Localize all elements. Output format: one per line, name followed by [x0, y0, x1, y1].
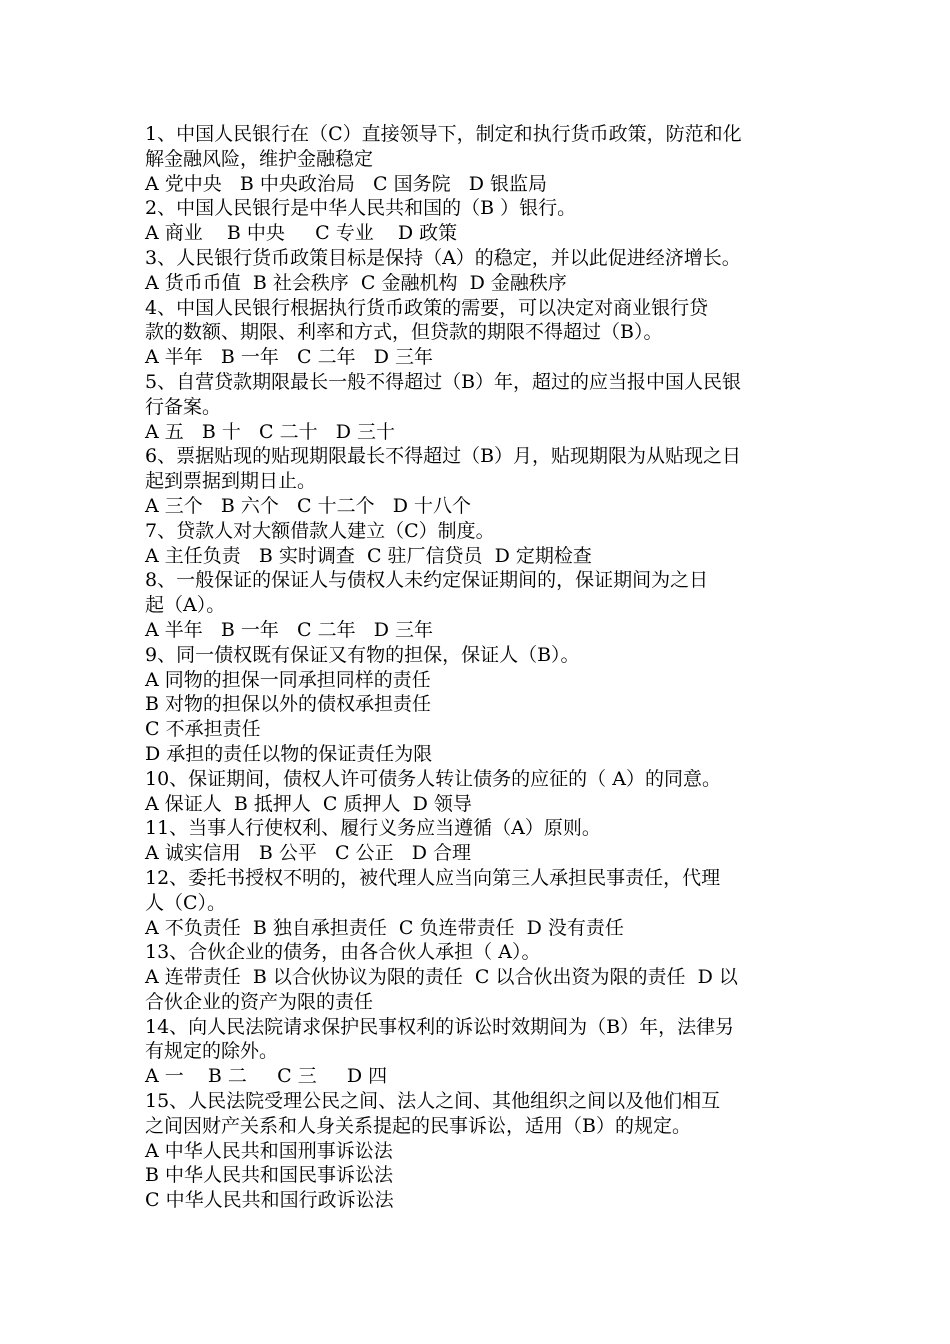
text-line: C 不承担责任 [145, 718, 261, 741]
text-line: 起到票据到期日止。 [145, 470, 317, 493]
text-line: A 一 B 二 C 三 D 四 [145, 1065, 388, 1088]
document-page [145, 122, 825, 1213]
text-line: A 不负责任 B 独自承担责任 C 负连带责任 D 没有责任 [145, 916, 624, 939]
text-line: A 货币币值 B 社会秩序 C 金融机构 D 金融秩序 [145, 271, 567, 294]
text-line: 行备案。 [145, 395, 222, 418]
text-line: 3、人民银行货币政策目标是保持（A）的稳定，并以此促进经济增长。 [145, 246, 741, 269]
text-line: 9、同一债权既有保证又有物的担保，保证人（B）。 [145, 643, 580, 666]
text-line: A 党中央 B 中央政治局 C 国务院 D 银监局 [145, 172, 547, 195]
text-line: B 对物的担保以外的债权承担责任 [145, 693, 432, 716]
text-line: A 半年 B 一年 C 二年 D 三年 [145, 618, 433, 641]
text-line: D 承担的责任以物的保证责任为限 [145, 742, 433, 765]
text-line: 11、当事人行使权利、履行义务应当遵循（A）原则。 [145, 817, 601, 840]
text-line: 6、票据贴现的贴现期限最长不得超过（B）月，贴现期限为从贴现之日 [145, 445, 742, 468]
text-line: A 半年 B 一年 C 二年 D 三年 [145, 346, 433, 369]
text-line: 2、中国人民银行是中华人民共和国的（B ）银行。 [145, 197, 577, 220]
text-line: 13、合伙企业的债务，由各合伙人承担（ A）。 [145, 941, 541, 964]
text-line: 15、人民法院受理公民之间、法人之间、其他组织之间以及他们相互 [145, 1090, 721, 1113]
text-line: A 三个 B 六个 C 十二个 D 十八个 [145, 494, 471, 517]
text-line: 14、向人民法院请求保护民事权利的诉讼时效期间为（B）年，法律另 [145, 1015, 735, 1038]
text-line: 4、中国人民银行根据执行货币政策的需要，可以决定对商业银行贷 [145, 296, 709, 319]
text-line: 之间因财产关系和人身关系提起的民事诉讼，适用（B）的规定。 [145, 1114, 691, 1137]
text-line: A 保证人 B 抵押人 C 质押人 D 领导 [145, 792, 472, 815]
text-line: 起（A）。 [145, 594, 226, 617]
text-line: 解金融风险，维护金融稳定 [145, 147, 374, 170]
text-line: A 同物的担保一同承担同样的责任 [145, 668, 431, 691]
text-line: A 商业 B 中央 C 专业 D 政策 [145, 222, 458, 245]
text-line: A 诚实信用 B 公平 C 公正 D 合理 [145, 842, 471, 865]
text-line: A 连带责任 B 以合伙协议为限的责任 C 以合伙出资为限的责任 D 以 [145, 966, 738, 989]
text-line: 7、贷款人对大额借款人建立（C）制度。 [145, 519, 495, 542]
text-line: 有规定的除外。 [145, 1040, 279, 1063]
text-line: 人（C）。 [145, 891, 227, 914]
text-line: 8、一般保证的保证人与债权人未约定保证期间的，保证期间为之日 [145, 569, 709, 592]
text-line: A 五 B 十 C 二十 D 三十 [145, 420, 395, 443]
text-line: 5、自营贷款期限最长一般不得超过（B）年，超过的应当报中国人民银 [145, 370, 742, 393]
text-line: C 中华人民共和国行政诉讼法 [145, 1189, 394, 1212]
text-line: 合伙企业的资产为限的责任 [145, 990, 374, 1013]
text-line: A 主任负责 B 实时调查 C 驻厂信贷员 D 定期检查 [145, 544, 592, 567]
text-line: 款的数额、期限、利率和方式，但贷款的期限不得超过（B）。 [145, 321, 663, 344]
text-line: B 中华人民共和国民事诉讼法 [145, 1164, 394, 1187]
text-line: 1、中国人民银行在（C）直接领导下，制定和执行货币政策，防范和化 [145, 123, 742, 145]
text-line: 12、委托书授权不明的，被代理人应当向第三人承担民事责任，代理 [145, 866, 721, 889]
text-line: 10、保证期间，债权人许可债务人转让债务的应征的（ A）的同意。 [145, 767, 721, 790]
text-line: A 中华人民共和国刑事诉讼法 [145, 1139, 393, 1162]
